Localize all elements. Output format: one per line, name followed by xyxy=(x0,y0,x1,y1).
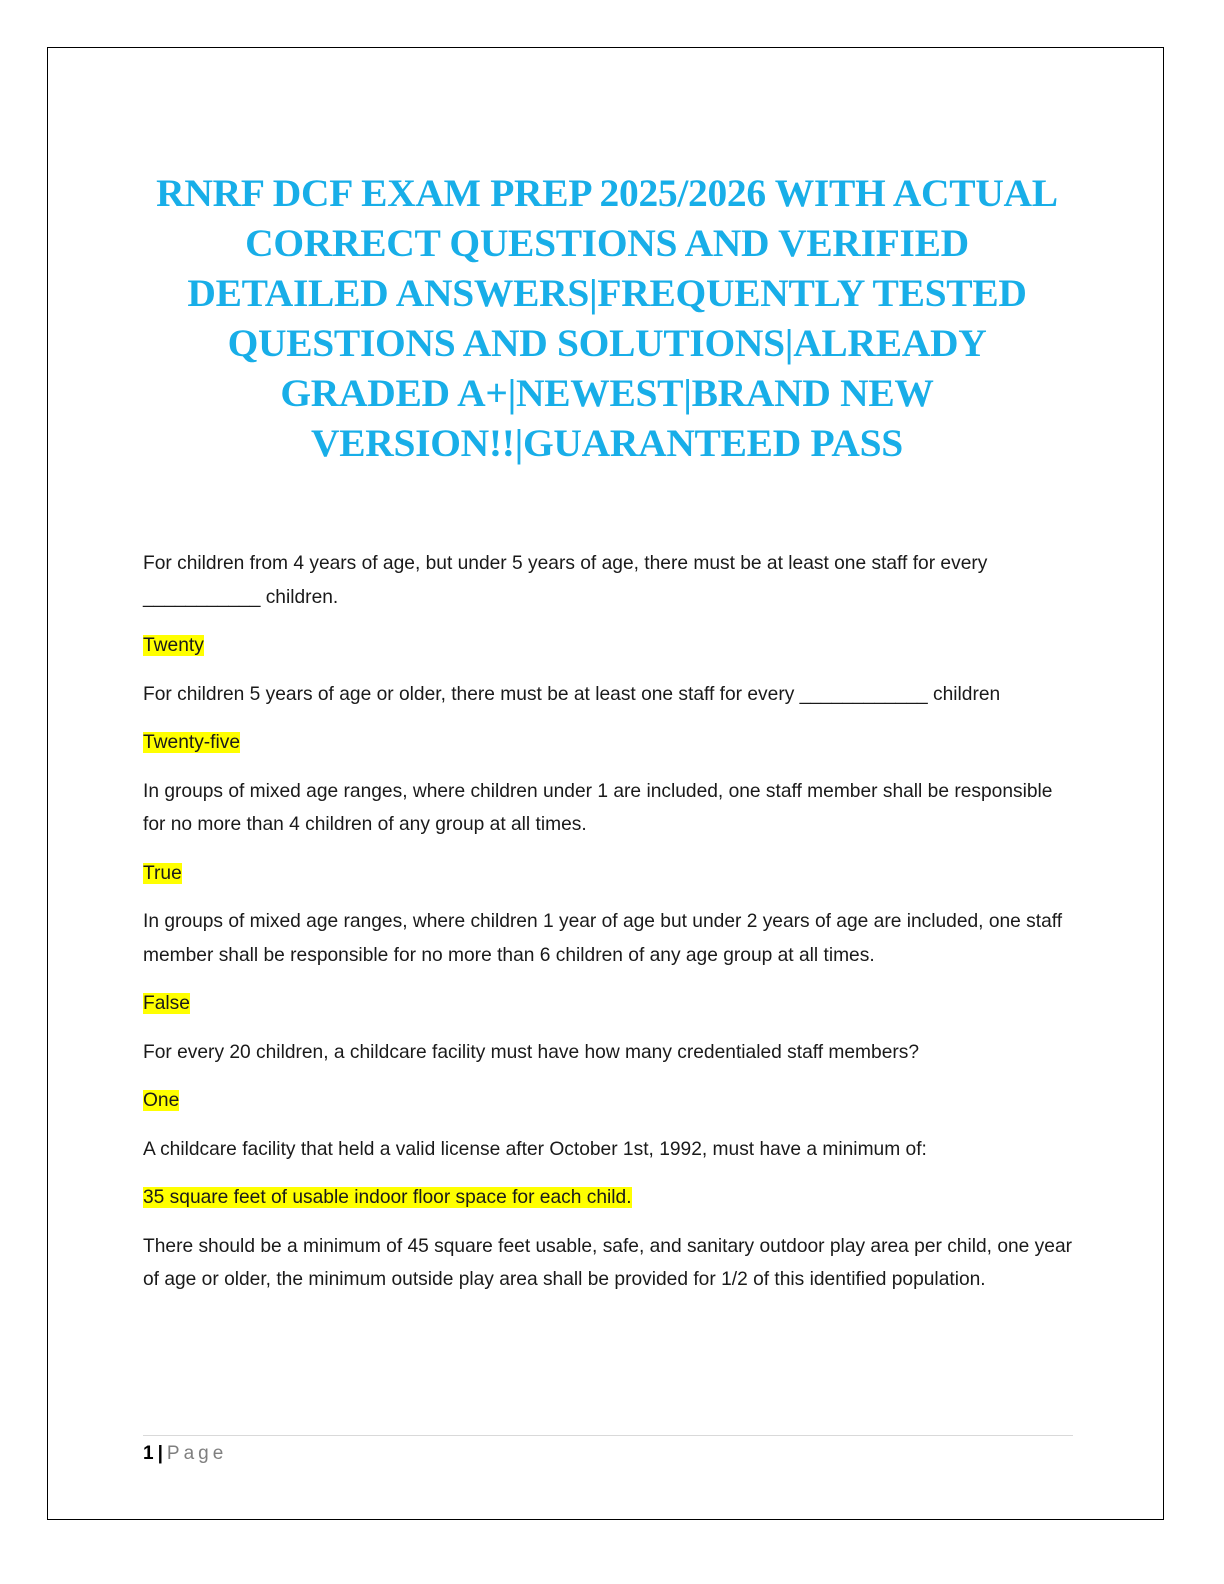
question-5: For every 20 children, a childcare facility must have how many credentialed staff members? xyxy=(143,1041,920,1063)
question-1: For children from 4 years of age, but under 5 years of age, there must be at least one staff for every ___________ children. xyxy=(143,553,988,608)
question-2: For children 5 years of age or older, there must be at least one staff for every ____________ children xyxy=(143,683,1001,705)
answer-3-paragraph xyxy=(143,857,1078,891)
footer-separator: | xyxy=(157,1443,163,1464)
answer-1-paragraph xyxy=(143,629,1078,663)
qa-content xyxy=(143,547,1078,1312)
answer-6-paragraph xyxy=(143,1181,1078,1215)
page-number: 1 xyxy=(143,1443,154,1464)
answer-2-paragraph xyxy=(143,726,1078,760)
answer-2: Twenty-five xyxy=(143,732,241,753)
answer-1: Twenty xyxy=(143,635,204,656)
page-footer xyxy=(143,1440,227,1468)
page-label: Page xyxy=(166,1443,228,1464)
answer-5-paragraph xyxy=(143,1084,1078,1118)
footer-divider xyxy=(143,1435,1073,1436)
answer-6: 35 square feet of usable indoor floor space for each child. xyxy=(143,1187,632,1208)
document-title: RNRF DCF EXAM PREP 2025/2026 WITH ACTUAL CORRECT QUESTIONS AND VERIFIED DETAILED ANSWERS|FREQUENTLY TESTED QUESTIONS AND SOLUTIONS|ALREADY GRADED A+|NEWEST|BRAND NEW VERSION!!|GUARANTEED PASS xyxy=(156,171,1058,465)
question-3: In groups of mixed age ranges, where children under 1 are included, one staff member shall be responsible for no more than 4 children of any group at all times. xyxy=(143,780,1053,835)
answer-4: False xyxy=(143,993,190,1014)
answer-3: True xyxy=(143,862,182,884)
question-7: There should be a minimum of 45 square feet usable, safe, and sanitary outdoor play area per child, one year of age or older, the minimum outside play area shall be provided for 1/2 of this identified population. xyxy=(143,1235,1073,1290)
answer-5: One xyxy=(143,1090,180,1111)
answer-4-paragraph xyxy=(143,987,1078,1021)
question-6: A childcare facility that held a valid license after October 1st, 1992, must have a minimum of: xyxy=(143,1138,927,1160)
question-4: In groups of mixed age ranges, where children 1 year of age but under 2 years of age are included, one staff member shall be responsible for no more than 6 children of any age group at all times. xyxy=(143,911,1063,966)
